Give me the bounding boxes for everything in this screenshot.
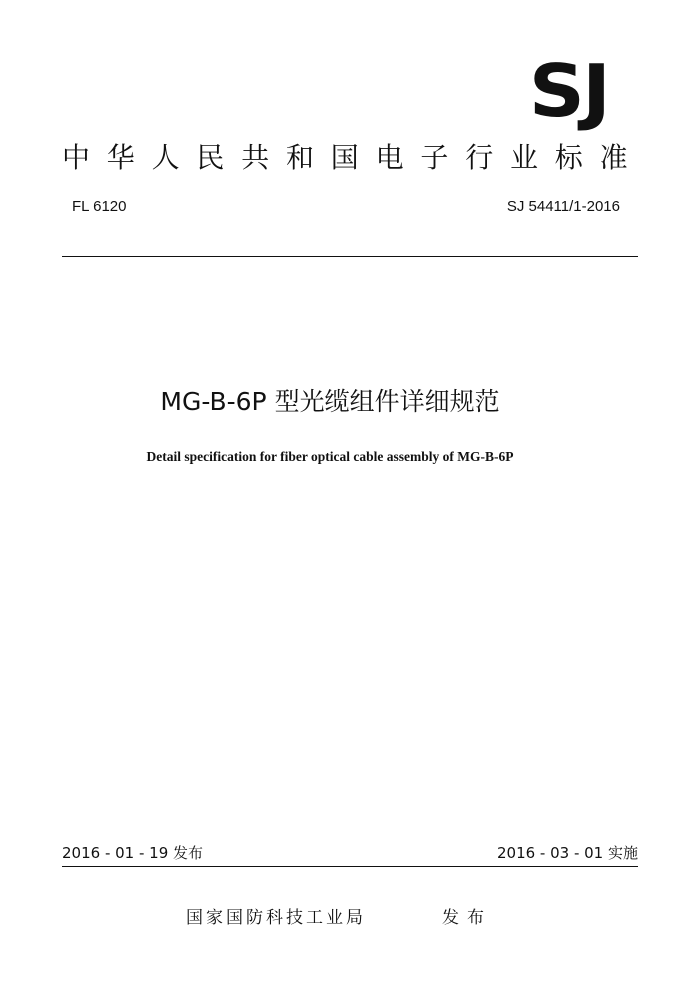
- implementation-date: 2016 - 03 - 01 实施: [496, 844, 638, 862]
- classification-code: FL 6120: [72, 198, 127, 215]
- sj-logo: SJ: [528, 50, 608, 134]
- footer-divider: [62, 866, 638, 867]
- document-title-chinese: MG-B-6P 型光缆组件详细规范: [160, 387, 500, 416]
- standard-type-heading: 中华人民共和国电子行业标准: [62, 141, 645, 174]
- document-title-english: Detail specification for fiber optical cable assembly of MG-B-6P: [146, 449, 514, 464]
- header-divider: [62, 256, 638, 257]
- issue-date: 2016 - 01 - 19 发布: [62, 844, 204, 862]
- standard-number: SJ 54411/1-2016: [506, 198, 620, 215]
- publisher-name: 国家国防科技工业局: [186, 908, 366, 928]
- publish-label: 发布: [442, 908, 492, 928]
